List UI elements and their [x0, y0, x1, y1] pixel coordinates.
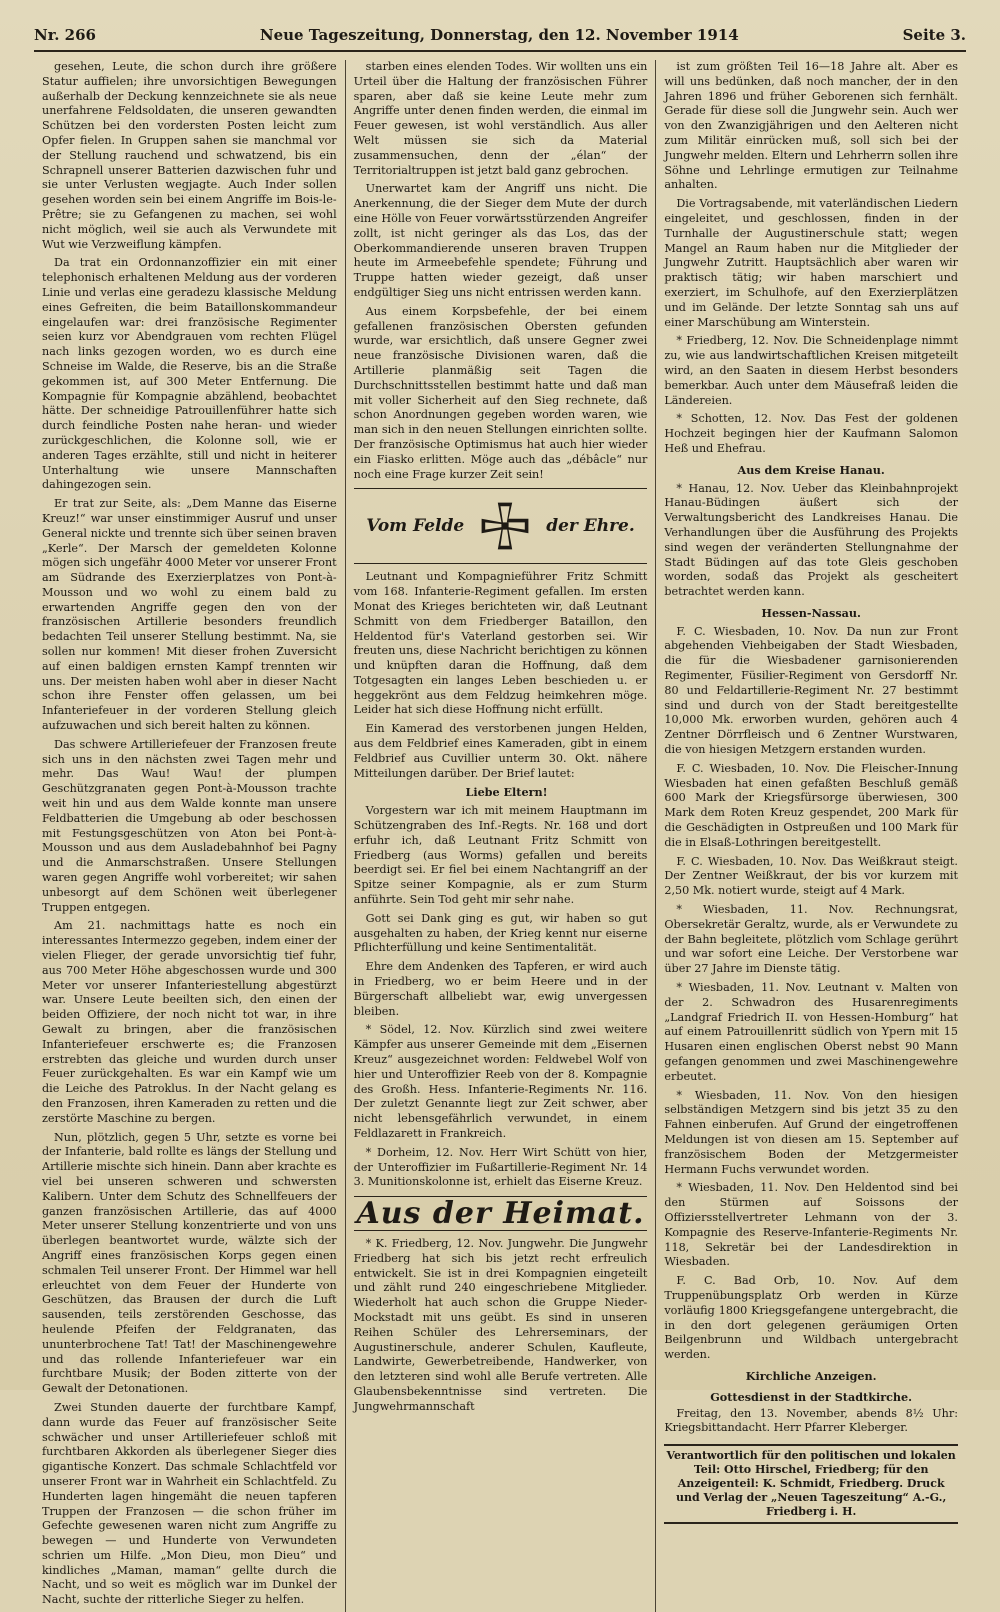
article-paragraph: Ein Kamerad des verstorbenen jungen Helden, aus dem Feldbrief eines Kameraden, gibt in einem Feldbrief aus Cuvillier unterm 30. Okt. nähere Mitteilungen darüber. Der Brief lautet: — [353, 722, 648, 780]
heading-right: der Ehre. — [546, 515, 635, 536]
subheading-hessen-nassau: Hessen-Nassau. — [761, 605, 861, 620]
article-paragraph: Vorgestern war ich mit meinem Hauptmann im Schützengraben des Inf.-Regts. Nr. 168 und dort erfuhr ich, daß Leutnant Fritz Schmitt von Friedberg (aus Worms) gefallen und bereits beerdigt sei. Er fiel bei einem Nachtangriff an der Spitze seiner Kompagnie, als er zum Sturm anführte. Sein Tod geht mir sehr nahe. — [353, 804, 648, 907]
article-paragraph: F. C. Wiesbaden, 10. Nov. Die Fleischer-Innung Wiesbaden hat einen gefaßten Beschluß gemäß 600 Mark der Kriegsfürsorge überwiesen, 300 Mark dem Roten Kreuz gespendet, 200 Mark für die Geschädigten in Ostpreußen und 100 Mark für die in Elsaß-Lothringen bereitgestellt. — [664, 761, 958, 849]
article-paragraph: Die Vortragsabende, mit vaterländischen Liedern eingeleitet, und geschlossen, finden in der Turnhalle der Augustinerschule statt; wegen Mangel an Raum haben nur die Mitglieder der Jungwehr Zutritt. Hauptsächlich aber waren wir praktisch tätig; wir haben marschiert und exerziert, im Schulhofe, auf den Exerzierplätzen und im Gelände. Der letzte Sonntag sah uns auf einer Marschübung am Winterstein. — [664, 197, 958, 329]
article-paragraph: * K. Friedberg, 12. Nov. Jungwehr. Die Jungwehr Friedberg hat sich bis jetzt recht erfreulich entwickelt. Sie ist in drei Kompagnien eingeteilt und zählt rund 240 eingeschriebene Mitglieder. Wiederholt hat auch schon die Gruppe Nieder-Mockstadt mit uns geübt. Es sind in unseren Reihen Schüler des Lehrerseminars, der Augustinerschule, anderer Schulen, Kaufleute, Landwirte, Gewerbetreibende, Handwerker, von den letzteren sind wohl alle Berufe vertreten. Alle Glaubensbekenntnisse sind vertreten. Die Jungwehrmannschaft — [353, 1236, 648, 1413]
paper-title-date: Neue Tageszeitung, Donnerstag, den 12. November 1914 — [259, 26, 739, 44]
article-paragraph: Er trat zur Seite, als: „Dem Manne das Eiserne Kreuz!“ war unser einstimmiger Ausruf und unser General nickte und trennte sich über seinen braven „Kerle“. Der Marsch der gemeldeten Kolonne mögen sich ungefähr 4000 Meter vor unserer Front am Südrande des Exerzierplatzes von Pont-à-Mousson und wo wohl zu einem bald zu erwartenden Angriffe gegen den von der französischen Artillerie besonders freundlich bedachten Teil unserer Stellung bestimmt. Na, sie sollen nur kommen! Mit dieser frohen Zuversicht auf einen baldigen ernsten Kampf trennten wir uns. Der meisten haben wohl aber in dieser Nacht schon ihre Fenster offen gelassen, um bei Infanteriefeuer in der vorderen Stellung gleich aufzuwachen und sich bereit halten zu können. — [42, 497, 337, 733]
section-divider — [354, 488, 648, 489]
article-paragraph: Da trat ein Ordonnanzoffizier ein mit einer telephonisch erhaltenen Meldung aus der vorderen Linie und verlas eine geradezu klassische Meldung eines Gefreiten, die beim Bataillonskommandeur eingelaufen war: drei französische Regimenter seien kurz vor Abendgrauen vom rechten Flügel nach links gezogen worden, wo es durch eine Schneise im Walde, die Reserve, bis an die Straße gekommen ist, auf 300 Meter Entfernung. Die Kompagnie für Kompagnie abzählend, beobachtet hätte. Der schneidige Patrouillenführer hatte sich durch feindliche Posten nahe heran- und wieder zurückgeschlichen, die Kolonne soll, wie er anderen Tages erzählte, still und nicht in heiterer Unterhaltung wie unsere Mannschaften dahingezogen sein. — [42, 256, 337, 492]
article-paragraph: Das schwere Artilleriefeuer der Franzosen freute sich uns in den nächsten zwei Tagen mehr und mehr. Das Wau! Wau! der plumpen Geschützgranaten gegen Pont-à-Mousson trachte weit hin und aus dem Walde konnte man unsere Feldbatterien die Umgebung ab oder beschossen mit Festungsgeschützen von Aton bei Pont-à-Mousson und aus dem Ausladebahnhof bei Pagny und die Anmarschstraßen. Unsere Stellungen waren gegen Angriffe wohl vorbereitet; wir sahen unbesorgt auf dem Schönen weit überlegener Truppen entgegen. — [42, 737, 337, 914]
article-paragraph: * Wiesbaden, 11. Nov. Den Heldentod sind bei den Stürmen auf Soissons der Offiziersstellvertreter Lehmann von der 3. Kompagnie des Reserve-Infanterie-Regiments Nr. 118, Sekretär bei der Landesdirektion in Wiesbaden. — [664, 1181, 958, 1269]
church-notice: Freitag, den 13. November, abends 8½ Uhr: Kriegsbittandacht. Herr Pfarrer Kleberger. — [664, 1406, 958, 1435]
article-paragraph: Aus einem Korpsbefehle, der bei einem gefallenen französischen Obersten gefunden wurde, war ersichtlich, daß unsere Gegner zwei neue französische Divisionen waren, daß die Artillerie planmäßig seit Tagen die Durchschnittsstellen bestimmt hatte und daß man mit voller Sicherheit auf den Sieg rechnete, daß schon Anordnungen gegeben worden waren, wie man sich in den neuen Stellungen einrichten sollte. Der französische Optimismus hat auch hier wieder ein Fiasko erlitten. Möge auch das „débâcle“ nur noch eine Frage kurzer Zeit sein! — [353, 304, 648, 481]
issue-number: Nr. 266 — [34, 26, 96, 44]
article-paragraph: * Södel, 12. Nov. Kürzlich sind zwei weitere Kämpfer aus unserer Gemeinde mit dem „Eisernen Kreuz“ ausgezeichnet worden: Feldwebel Wolf von hier und Unteroffizier Reeb von der 8. Kompagnie des Großh. Hess. Infanterie-Regiments Nr. 116. Der zuletzt Genannte liegt zur Zeit schwer, aber nicht lebensgefährlich verwundet, in einem Feldlazarett in Frankreich. — [353, 1023, 648, 1140]
article-paragraph: * Wiesbaden, 11. Nov. Von den hiesigen selbständigen Metzgern sind bis jetzt 35 zu den Fahnen einberufen. Auf Grund der eingetroffenen Meldungen ist von diesen am 15. September auf französischem Boden der Metzgermeister Hermann Fuchs verwundet worden. — [664, 1088, 958, 1176]
article-paragraph: * Hanau, 12. Nov. Ueber das Kleinbahnprojekt Hanau-Büdingen äußert sich der Verwaltungsbericht des Landkreises Hanau. Die Verhandlungen über die Ausführung des Projekts sind wegen der veränderten Stellungnahme der Stadt Büdingen auf das tote Gleis geschoben worden, sodaß das Projekt als gescheitert betrachtet werden kann. — [664, 481, 958, 599]
letter-salutation: Liebe Eltern! — [465, 785, 548, 800]
section-heading-ehre — [354, 499, 648, 553]
heading-left: Vom Felde — [366, 515, 465, 536]
section-divider — [354, 563, 648, 564]
article-paragraph: * Wiesbaden, 11. Nov. Rechnungsrat, Obersekretär Geraltz, wurde, als er Verwundete zu der Bahn begleitete, plötzlich vom Schlage gerührt und war sofort eine Leiche. Der Verstorbene war über 27 Jahre im Dienste tätig. — [664, 903, 958, 976]
page-number: Seite 3. — [902, 26, 966, 44]
article-paragraph: * Schotten, 12. Nov. Das Fest der goldenen Hochzeit begingen hier der Kaufmann Salomon Heß und Ehefrau. — [664, 412, 958, 455]
article-paragraph: Zwei Stunden dauerte der furchtbare Kampf, dann wurde das Feuer auf französischer Seite schwächer und unser Artilleriefeuer schloß mit furchtbaren Akkorden als überlegener Sieger dies gigantische Konzert. Das schmale Schlachtfeld vor unserer Front war in Wahrheit ein Schlachtfeld. Zu Hunderten lagen hingemäht die neuen tapferen Truppen der Franzosen — die schon früher im Gefechte gewesenen waren nicht zum Angriffe zu bewegen — und Hunderte von Verwundeten schrien um Hilfe. „Mon Dieu, mon Dieu“ und kindliches „Maman, maman“ gellte durch die Nacht, und so weit es möglich war im Dunkel der Nacht, suchte der ritterliche Sieger zu helfen. — [42, 1400, 337, 1607]
church-heading: Kirchliche Anzeigen. — [745, 1368, 877, 1383]
article-paragraph: Ehre dem Andenken des Tapferen, er wird auch in Friedberg, wo er beim Heere und in der Bürgerschaft allbeliebt war, ewig unvergessen bleiben. — [353, 960, 648, 1018]
article-paragraph: * Friedberg, 12. Nov. Die Schneidenplage nimmt zu, wie aus landwirtschaftlichen Kreisen mitgeteilt wird, an den Saaten in diesem Herbst besonders bemerkbar. Auch unter dem Mäusefraß leiden die Ländereien. — [664, 334, 958, 407]
article-paragraph: Gott sei Dank ging es gut, wir haben so gut ausgehalten zu haben, der Krieg kennt nur eiserne Pflichterfüllung und keine Sentimentalität. — [353, 911, 648, 955]
article-paragraph: Leutnant und Kompagnieführer Fritz Schmitt vom 168. Infanterie-Regiment gefallen. Im ersten Monat des Krieges berichteten wir, daß Leutnant Schmitt von dem Friedberger Bataillon, den Heldentod für's Vaterland gestorben sei. Wir freuten uns, diese Nachricht berichtigen zu können und knüpften daran die Hoffnung, daß dem Totgesagten ein langes Leben beschieden u. er heggekrönt aus dem Feldzug heimkehren möge. Leider hat sich diese Hoffnung nicht erfüllt. — [353, 570, 648, 717]
subheading-kreis-hanau: Aus dem Kreise Hanau. — [737, 462, 885, 477]
article-paragraph: F. C. Wiesbaden, 10. Nov. Da nun zur Front abgehenden Viehbeigaben der Stadt Wiesbaden, die für die Wiesbadener garnisonierenden Regimenter, Füsilier-Regiment von Gersdorff Nr. 80 und Feldartillerie-Regiment Nr. 27 bestimmt sind und durch von der Stadt bereitgestellte 10,000 Mk. erworben wurden, gehören auch 4 Zentner Dörrfleisch und 6 Zentner Wurstwaren, die von hiesigen Metzgern erstanden wurden. — [664, 624, 958, 757]
article-paragraph: Am 21. nachmittags hatte es noch ein interessantes Intermezzo gegeben, indem einer der vielen Flieger, der gerade unvorsichtig tief fuhr, aus 700 Meter Höhe abgeschossen wurde und 300 Meter vor unserer Infanteriestellung abgestürzt war. Unsere Leute beeilten sich, den einen der beiden Offiziere, der noch nicht tot war, in ihre Gewalt zu bringen, aber die französischen Infanteriefeuer erschwerte es; die Franzosen erstrebten das gleiche und wurden durch unser Feuer zurückgehalten. Es war ein Kampf wie um die Leiche des Patroklus. In der Nacht gelang es den Franzosen, ihren Kameraden zu retten und die zerstörte Maschine zu bergen. — [42, 919, 337, 1125]
column-2 — [345, 60, 656, 1612]
article-paragraph: Unerwartet kam der Angriff uns nicht. Die Anerkennung, die der Sieger dem Mute der durch eine Hölle von Feuer vorwärtsstürzenden Angreifer zollt, ist nicht geringer als das Los, das der Oberkommandierende unseren braven Truppen heute im Armeebefehle spendete; Führung und Truppe hatten wieder gezeigt, daß unser endgültiger Sieg uns nicht entrissen werden kann. — [353, 182, 648, 299]
iron-cross-icon — [478, 499, 532, 553]
article-paragraph: * Dorheim, 12. Nov. Herr Wirt Schütt von hier, der Unteroffizier im Fußartillerie-Regiment Nr. 14 3. Munitionskolonne ist, erhielt das Eiserne Kreuz. — [353, 1145, 648, 1189]
church-subheading: Gottesdienst in der Stadtkirche. — [710, 1389, 913, 1404]
article-paragraph: starben eines elenden Todes. Wir wollten uns ein Urteil über die Haltung der französischen Führer sparen, aber daß sie keine Leute mehr zum Angriffe unter denen finden werden, die einmal im Feuer gewesen, ist wohl verständlich. Aus aller Welt müssen sie sich da Material zusammensuchen, denn der „élan“ der Territorialtruppen ist jetzt bald ganz gebrochen. — [353, 60, 648, 177]
article-paragraph: F. C. Wiesbaden, 10. Nov. Das Weißkraut steigt. Der Zentner Weißkraut, der bis vor kurzem mit 2,50 Mk. notiert wurde, steigt auf 4 Mark. — [664, 854, 958, 898]
column-1 — [34, 60, 345, 1612]
masthead — [34, 26, 966, 52]
column-3 — [655, 60, 966, 1612]
columns — [34, 60, 966, 1607]
article-paragraph: Nun, plötzlich, gegen 5 Uhr, setzte es vorne bei der Infanterie, bald rollte es längs der Stellung und Artillerie mischte sich hinein. Dann aber krachte es viel bei unseren schweren und schwersten Kalibern. Unter dem Schutz des Schnellfeuers der ganzen französischen Artillerie, das auf 4000 Meter unserer Stellung konzentrierte und von uns überlegen beantwortet wurde, wälzte sich der Angriff eines französischen Korps gegen einen schmalen Teil unserer Front. Der Himmel war hell erleuchtet von dem Feuer der Hunderte von Geschützen, das Brausen der durch die Luft sausenden, teils zerstörenden Geschosse, das heulende Pfeifen der Feldgranaten, das ununterbrochene Tat! Tat! der Maschinengewehre und das rollende Infanteriefeuer war ein furchtbare Musik; der Boden zitterte von der Gewalt der Detonationen. — [42, 1130, 337, 1396]
article-paragraph: * Wiesbaden, 11. Nov. Leutnant v. Malten von der 2. Schwadron des Husarenregiments „Landgraf Friedrich II. von Hessen-Homburg“ hat auf einem Patrouillenritt südlich von Ypern mit 15 Husaren einen englischen Oberst nebst 90 Mann gefangen genommen und zwei Maschinengewehre erbeutet. — [664, 981, 958, 1083]
article-paragraph: F. C. Bad Orb, 10. Nov. Auf dem Truppenübungsplatz Orb werden in Kürze vorläufig 1800 Kriegsgefangene untergebracht, die in den dort gelegenen geräumigen Orten Beilgenbrunn und Wildbach untergebracht werden. — [664, 1274, 958, 1362]
article-paragraph: gesehen, Leute, die schon durch ihre größere Statur auffielen; ihre unvorsichtigen Bewegungen außerhalb der Deckung kennzeichnete sie als neue unerfahrene Feldsoldaten, die unseren gewandten Schützen bei den vordersten Posten leicht zum Opfer fielen. In Gruppen sahen sie manchmal vor der Stellung rauchend und schwatzend, bis ein Schrapnell unserer Batterien dazwischen fuhr und sie unter Verlusten wegjagte. Auch Inder sollen gesehen worden sein bei einem Angriffe im Bois-le-Prêtre; sie zu Gefangenen zu machen, sei wohl nicht möglich, weil sie auch als Verwundete mit Wut wie Verzweiflung kämpfen. — [42, 60, 337, 251]
article-paragraph: ist zum größten Teil 16—18 Jahre alt. Aber es will uns bedünken, daß noch mancher, der in den Jahren 1896 und früher Geborenen sich fernhält. Gerade für diese soll die Jungwehr sein. Auch wer von den Zwanzigjährigen und den Aelteren nicht zum Militär einrücken muß, soll sich bei der Jungwehr melden. Eltern und Lehrherrn sollen ihre Söhne und Lehrlinge ermutigen zur Teilnahme anhalten. — [664, 60, 958, 192]
imprint: Verantwortlich für den politischen und lokalen Teil: Otto Hirschel, Friedberg; für den Anzeigenteil: K. Schmidt, Friedberg. Druck und Verlag der „Neuen Tageszeitung“ A.-G., Friedberg i. H. — [664, 1444, 958, 1524]
section-heading-heimat: Aus der Heimat. — [356, 1196, 645, 1232]
